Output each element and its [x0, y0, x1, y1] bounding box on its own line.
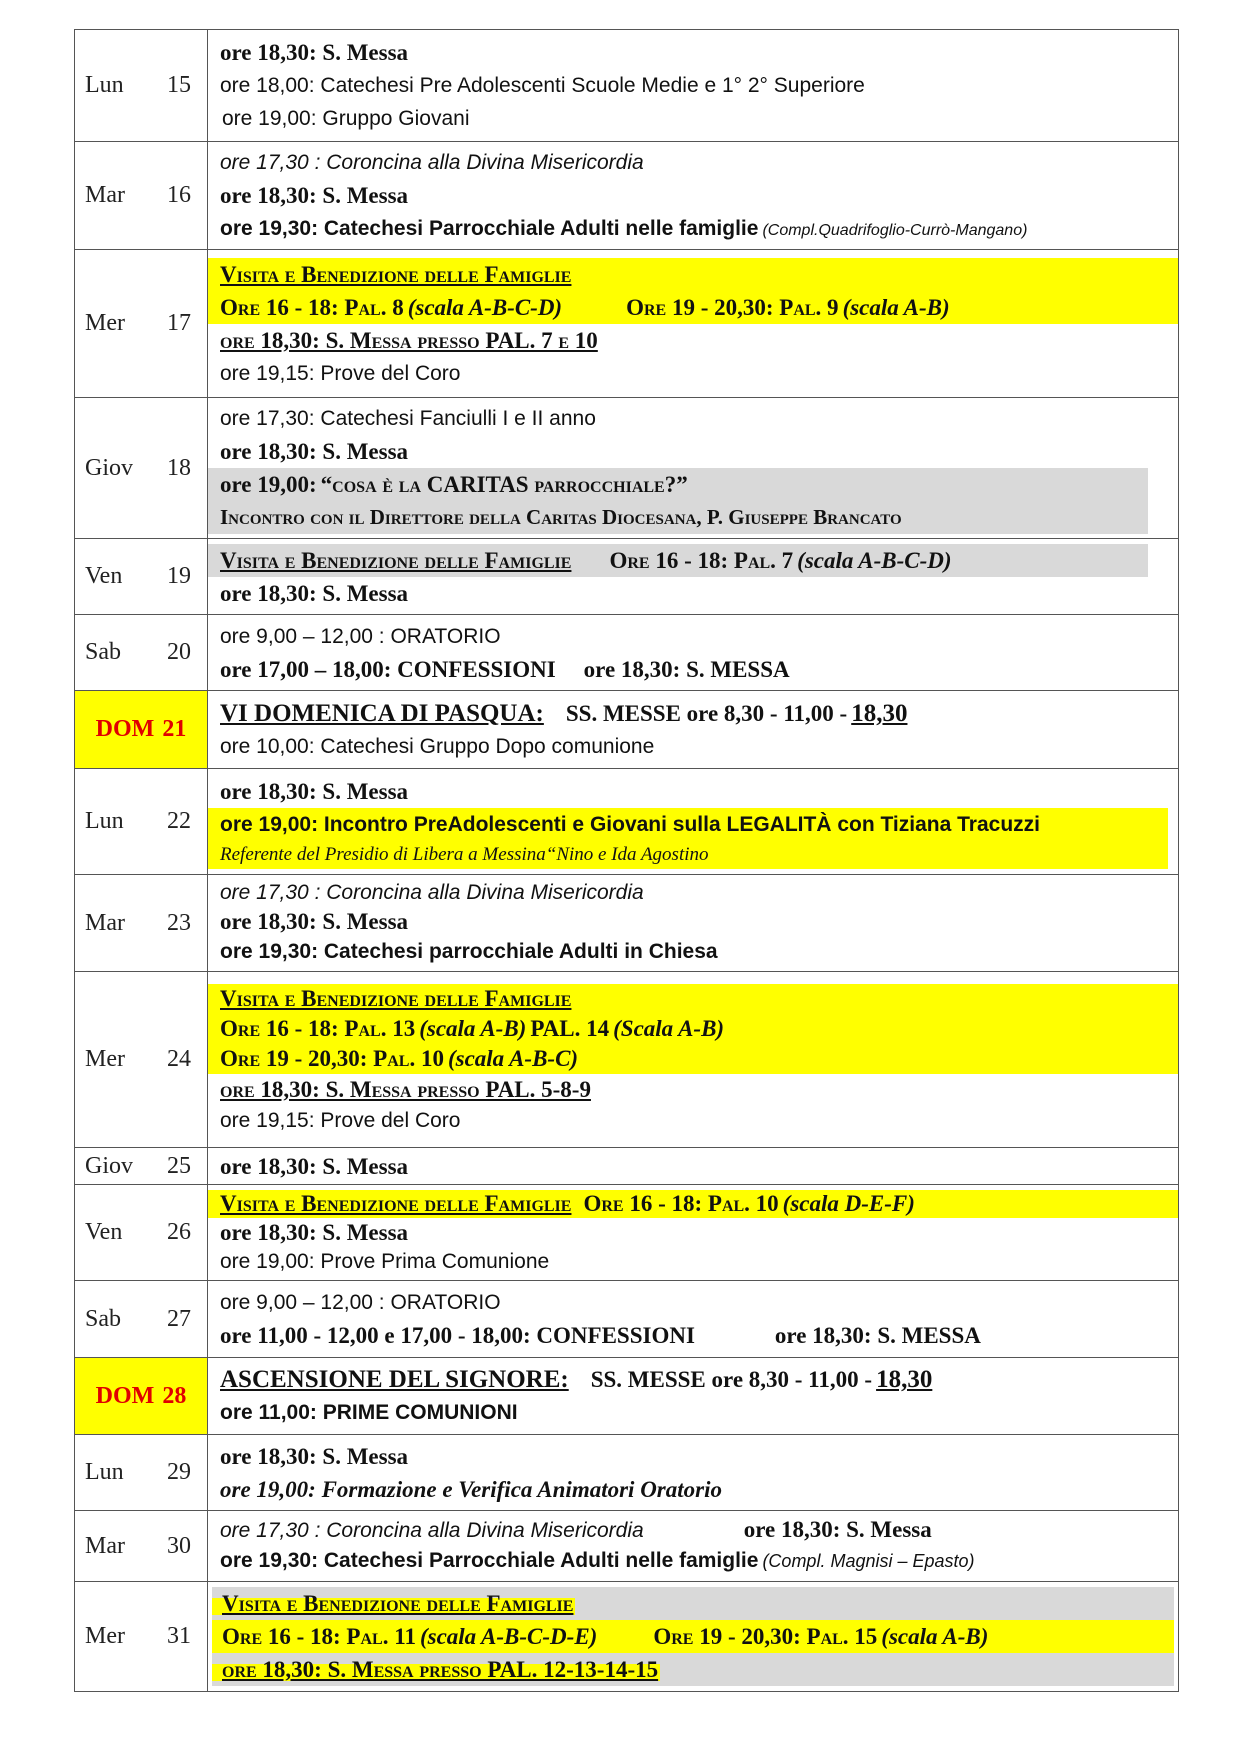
visit-highlight	[212, 1587, 1174, 1686]
event-line: ore 10,00: Catechesi Gruppo Dopo comunione	[220, 734, 655, 758]
day-row	[75, 1281, 1179, 1358]
visit-stairs: (scala A-B-C-D)	[797, 547, 952, 573]
day-number: 29	[167, 1459, 191, 1485]
day-name: Mer	[85, 1046, 125, 1072]
mass-time-highlight: 18,30	[851, 699, 908, 727]
feast-title: ASCENSIONE DEL SIGNORE:	[220, 1366, 569, 1393]
legality-highlight	[208, 808, 1168, 869]
visit-title: Visita e Benedizione delle Famiglie	[220, 1190, 572, 1216]
day-row	[75, 769, 1179, 875]
event-time: ore 19,00:	[220, 472, 317, 497]
caritas-highlight	[208, 468, 1148, 534]
events-cell	[208, 615, 1179, 691]
events-cell	[208, 30, 1179, 142]
feast-title: VI DOMENICA DI PASQUA:	[220, 699, 544, 727]
event-line: ore 19,00: Gruppo Giovani	[222, 107, 470, 130]
schedule-sheet	[74, 29, 1179, 1692]
visit-highlight	[208, 1190, 1178, 1218]
day-row	[75, 1435, 1179, 1511]
day-row	[75, 30, 1179, 142]
events-cell	[208, 398, 1179, 539]
event-line: Referente del Presidio di Libera a Messina“Nino e Ida Agostino	[220, 843, 709, 865]
visit-highlight	[208, 258, 1178, 324]
day-cell	[75, 615, 208, 691]
day-number: 22	[167, 808, 191, 834]
event-line: ore 18,30: S. Messa	[220, 1153, 409, 1179]
event-line: ore 18,30: S. Messa	[220, 778, 409, 804]
visit-stairs: (scala A-B)	[419, 1015, 527, 1041]
event-line: ore 18,30: S. Messa presso PAL. 12-13-14-15	[222, 1657, 659, 1682]
visit-title: Visita e Benedizione delle Famiglie	[222, 1591, 574, 1616]
day-row	[75, 1511, 1179, 1582]
event-text: ore 19,30: Catechesi Parrocchiale Adulti nelle famiglie	[220, 217, 759, 240]
visit-title-row	[212, 1587, 1174, 1620]
visit-mass-row	[212, 1653, 1174, 1686]
event-line: ore 18,30: S. Messa	[220, 909, 409, 934]
event-line: ore 19,00: Incontro PreAdolescenti e Giovani sulla LEGALITÀ con Tiziana Tracuzzi	[220, 812, 1040, 836]
day-row	[75, 615, 1179, 691]
event-line: ore 18,30: S. Messa	[220, 183, 409, 208]
day-name: Ven	[85, 1219, 123, 1245]
event-line: ore 18,30: S. Messa presso PAL. 5-8-9	[220, 1076, 591, 1102]
day-row	[75, 691, 1179, 769]
event-line: ore 18,00: Catechesi Pre Adolescenti Scuole Medie e 1° 2° Superiore	[220, 74, 865, 97]
day-number: 24	[167, 1046, 191, 1072]
event-line: ore 18,30: S. Messa	[220, 580, 409, 606]
visit-time: Ore 16 - 18: Pal. 13	[220, 1015, 416, 1041]
event-line: ore 19,15: Prove del Coro	[220, 1108, 461, 1132]
day-cell	[75, 539, 208, 615]
event-note: (Compl. Magnisi – Epasto)	[762, 1551, 975, 1571]
event-line: ore 17,30 : Coroncina alla Divina Misericordia	[220, 151, 644, 174]
day-name: Mer	[85, 310, 125, 336]
event-line: ore 9,00 – 12,00 : ORATORIO	[220, 1291, 501, 1314]
day-number: 28	[162, 1382, 187, 1409]
day-number: 25	[167, 1152, 191, 1179]
day-cell	[75, 1281, 208, 1358]
day-cell	[75, 1435, 208, 1511]
event-line: ore 9,00 – 12,00 : ORATORIO	[220, 624, 501, 648]
visit-stairs: (scala A-B-C)	[447, 1045, 579, 1071]
event-line: ore 18,30: S. Messa	[220, 40, 409, 65]
day-number: 18	[167, 454, 191, 481]
day-name: Mar	[85, 1532, 125, 1559]
day-number: 31	[167, 1623, 191, 1649]
day-cell	[75, 1511, 208, 1582]
events-cell	[208, 250, 1179, 398]
day-row	[75, 398, 1179, 539]
visit-time: Ore 16 - 18: Pal. 7	[609, 547, 794, 573]
day-cell	[75, 875, 208, 972]
day-cell	[75, 1148, 208, 1185]
day-cell	[75, 1358, 208, 1435]
visit-schedule	[212, 1620, 1174, 1653]
visit-title: Visita e Benedizione delle Famiglie	[220, 985, 572, 1011]
event-line	[208, 1545, 1178, 1577]
visit-stairs: (scala A-B-C-D)	[407, 294, 563, 320]
day-row	[75, 142, 1179, 250]
event-line: ore 11,00: PRIME COMUNIONI	[220, 1401, 518, 1424]
event-line	[208, 697, 1178, 730]
day-row	[75, 1148, 1179, 1185]
visit-time: Ore 16 - 18: Pal. 11	[222, 1624, 416, 1649]
event-line	[208, 1363, 1178, 1396]
day-number: 16	[167, 182, 191, 208]
day-cell	[75, 691, 208, 769]
visit-stairs: (scala D-E-F)	[782, 1190, 915, 1216]
day-row	[75, 1358, 1179, 1435]
event-text: ore 11,00 - 12,00 e 17,00 - 18,00: CONFESSIONI	[220, 1323, 695, 1348]
day-cell	[75, 1582, 208, 1692]
event-line: ore 17,30: Catechesi Fanciulli I e II anno	[220, 407, 596, 430]
event-line: ore 18,30: S. Messa	[220, 1219, 409, 1245]
event-line	[208, 468, 1148, 501]
day-row	[75, 1582, 1179, 1692]
day-number: 30	[167, 1532, 191, 1559]
event-line: ore 19,30: Catechesi parrocchiale Adulti in Chiesa	[220, 940, 718, 963]
event-line	[208, 653, 1178, 686]
visit-schedule	[208, 291, 1178, 324]
day-row	[75, 875, 1179, 972]
visit-highlight	[208, 544, 1148, 577]
visit-building: PAL. 14	[530, 1015, 610, 1041]
events-cell	[208, 1185, 1179, 1281]
day-row	[75, 972, 1179, 1148]
day-number: 27	[167, 1305, 191, 1332]
visit-time: Ore 16 - 18: Pal. 10	[583, 1190, 779, 1216]
day-row	[75, 1185, 1179, 1281]
visit-time: Ore 19 - 20,30: Pal. 15	[653, 1624, 878, 1649]
event-line: ore 19,15: Prove del Coro	[220, 361, 461, 385]
day-row	[75, 250, 1179, 398]
schedule-table	[74, 29, 1179, 1692]
events-cell	[208, 769, 1179, 875]
visit-schedule	[208, 1044, 1178, 1074]
day-cell	[75, 398, 208, 539]
event-title: “cosa è la CARITAS parrocchiale?”	[320, 472, 688, 497]
events-cell	[208, 1281, 1179, 1358]
day-name: DOM	[95, 716, 155, 742]
day-name: Lun	[85, 1459, 124, 1485]
day-cell	[75, 972, 208, 1148]
events-cell	[208, 691, 1179, 769]
event-line: Incontro con il Direttore della Caritas Diocesana, P. Giuseppe Brancato	[220, 505, 902, 529]
day-row	[75, 539, 1179, 615]
visit-schedule	[208, 1014, 1178, 1044]
day-name: Sab	[85, 1305, 121, 1332]
event-line: ore 19,00: Formazione e Verifica Animatori Oratorio	[220, 1476, 722, 1502]
day-cell	[75, 769, 208, 875]
event-text: ore 18,30: S. MESSA	[774, 1323, 981, 1348]
event-line: ore 18,30: S. Messa	[220, 439, 409, 464]
day-number: 17	[167, 310, 191, 336]
visit-time: Ore 16 - 18: Pal. 8	[220, 294, 404, 320]
day-name: DOM	[95, 1382, 155, 1409]
events-cell	[208, 1582, 1179, 1692]
visit-stairs: (scala A-B)	[881, 1624, 989, 1649]
events-cell	[208, 539, 1179, 615]
event-line: ore 19,00: Prove Prima Comunione	[220, 1249, 550, 1273]
day-name: Lun	[85, 808, 124, 834]
event-line: ore 18,30: S. Messa presso PAL. 7 e 10	[220, 327, 598, 353]
event-line	[208, 1515, 1178, 1545]
day-number: 26	[167, 1219, 191, 1245]
event-line: ore 18,30: S. Messa	[220, 1443, 409, 1469]
visit-stairs: (Scala A-B)	[613, 1015, 725, 1041]
events-cell	[208, 1148, 1179, 1185]
day-name: Sab	[85, 639, 121, 665]
day-name: Mer	[85, 1623, 125, 1649]
visit-time: Ore 19 - 20,30: Pal. 9	[626, 294, 839, 320]
day-name: Mar	[85, 182, 125, 208]
events-cell	[208, 972, 1179, 1148]
mass-time-highlight: 18,30	[876, 1366, 933, 1393]
visit-title: Visita e Benedizione delle Famiglie	[220, 547, 572, 573]
event-note: (Compl.Quadrifoglio-Currò-Mangano)	[762, 222, 1028, 239]
day-number: 21	[162, 716, 187, 742]
events-cell	[208, 142, 1179, 250]
visit-highlight	[208, 984, 1178, 1074]
day-name: Ven	[85, 563, 123, 589]
day-name: Mar	[85, 909, 125, 936]
day-cell	[75, 30, 208, 142]
events-cell	[208, 1511, 1179, 1582]
event-text: ore 19,30: Catechesi Parrocchiale Adulti nelle famiglie	[220, 1549, 759, 1572]
day-name: Lun	[85, 72, 124, 98]
event-text: ore 17,30 : Coroncina alla Divina Misericordia	[220, 1519, 644, 1542]
events-cell	[208, 1358, 1179, 1435]
mass-times: SS. MESSE ore 8,30 - 11,00 -	[565, 700, 848, 726]
events-cell	[208, 1435, 1179, 1511]
day-number: 23	[167, 909, 191, 936]
mass-times: SS. MESSE ore 8,30 - 11,00 -	[590, 1367, 873, 1392]
events-cell	[208, 875, 1179, 972]
day-cell	[75, 142, 208, 250]
day-number: 20	[167, 639, 191, 665]
visit-time: Ore 19 - 20,30: Pal. 10	[220, 1045, 444, 1071]
event-text: ore 18,30: S. MESSA	[583, 656, 790, 682]
day-number: 15	[167, 72, 191, 98]
day-cell	[75, 1185, 208, 1281]
day-name: Giov	[85, 454, 133, 481]
event-line	[208, 1319, 1178, 1352]
event-line	[208, 212, 1178, 245]
visit-stairs: (scala A-B)	[842, 294, 950, 320]
day-number: 19	[167, 563, 191, 589]
event-line: ore 17,30 : Coroncina alla Divina Misericordia	[220, 881, 644, 904]
day-cell	[75, 250, 208, 398]
event-text: ore 17,00 – 18,00: CONFESSIONI	[220, 656, 556, 682]
event-text: ore 18,30: S. Messa	[743, 1517, 932, 1542]
visit-stairs: (scala A-B-C-D-E)	[419, 1624, 598, 1649]
visit-title: Visita e Benedizione delle Famiglie	[220, 261, 572, 287]
day-name: Giov	[85, 1152, 133, 1179]
